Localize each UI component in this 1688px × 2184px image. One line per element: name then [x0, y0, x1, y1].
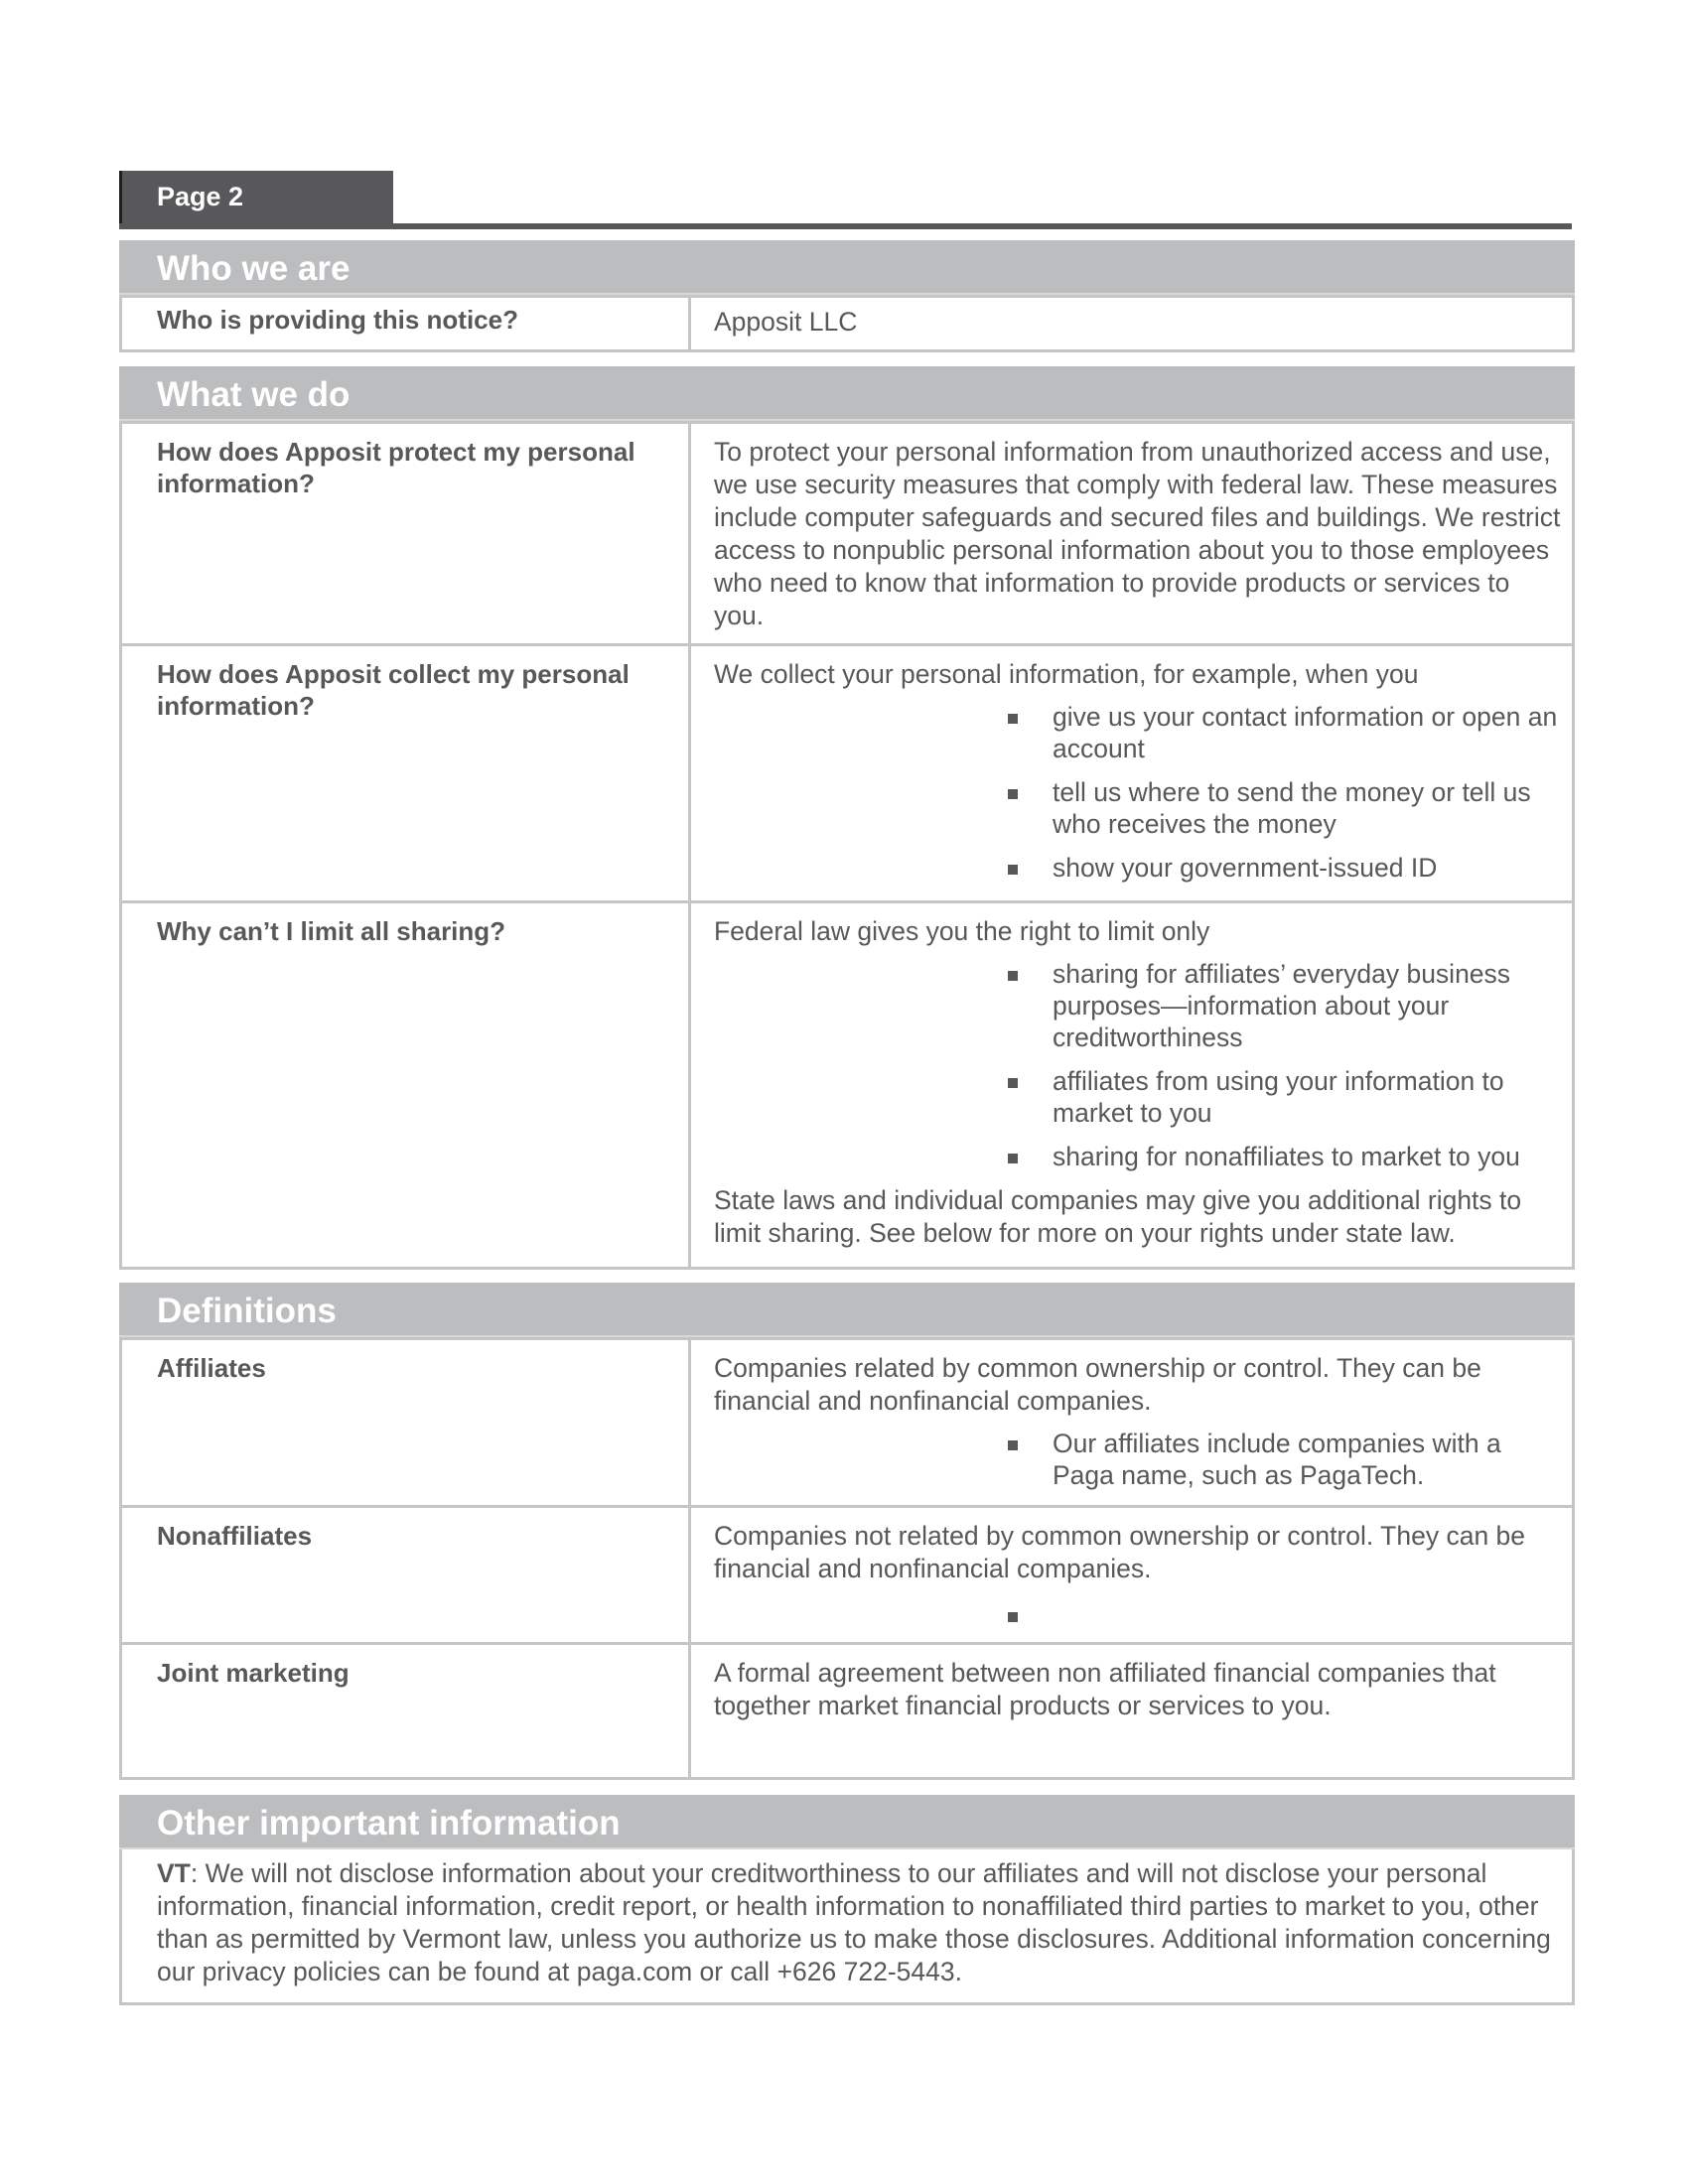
section-other-important-information [119, 1795, 1575, 2005]
bullet-list [714, 701, 1564, 884]
section-what-we-do [119, 366, 1575, 1270]
question-cell: How does Apposit collect my personal information? [122, 646, 691, 900]
term-cell: Nonaffiliates [122, 1508, 691, 1642]
bullet-list [714, 1599, 1564, 1631]
list-item [1008, 776, 1564, 840]
square-bullet-icon [1008, 971, 1018, 981]
definition-text: A formal agreement between non affiliated financial companies that together market financial products or services to you. [714, 1658, 1496, 1720]
definition-text: Companies not related by common ownership or control. They can be financial and nonfinancial companies. [714, 1521, 1526, 1583]
table-row [122, 421, 1572, 643]
answer-cell [691, 424, 1572, 643]
square-bullet-icon [1008, 789, 1018, 799]
term-cell: Affiliates [122, 1340, 691, 1505]
section-title: Who we are [119, 240, 1575, 295]
list-item [1008, 1599, 1564, 1631]
answer-cell [691, 646, 1572, 900]
square-bullet-icon [1008, 1440, 1018, 1450]
table-row [122, 1337, 1572, 1505]
answer-cell [691, 903, 1572, 1270]
list-item-text: sharing for nonaffiliates to market to you [1053, 1142, 1520, 1171]
section-title: What we do [119, 366, 1575, 421]
other-info-paragraph [122, 1849, 1572, 2000]
header-rule [119, 223, 1572, 229]
state-label: VT [157, 1858, 191, 1888]
list-item-text: affiliates from using your information to market to you [1053, 1066, 1504, 1128]
list-item [1008, 701, 1564, 764]
list-item-text: give us your contact information or open an account [1053, 702, 1558, 763]
table-row [122, 900, 1572, 1270]
list-item [1008, 1065, 1564, 1129]
question-cell: Why can’t I limit all sharing? [122, 903, 691, 1270]
definition-cell [691, 1508, 1572, 1642]
term-cell: Joint marketing [122, 1645, 691, 1778]
section-who-we-are [119, 240, 1575, 352]
section-definitions [119, 1283, 1575, 1780]
table-row [122, 1642, 1572, 1778]
list-item [1008, 852, 1564, 884]
other-info-text: : We will not disclose information about your creditworthiness to our affiliates and will not disclose your personal information, financial information, credit report, or health information to nonaffiliated third parties to market to you, other than as permitted by Vermont law, unless you authorize us to make those disclosures. Additional information concerning our privacy policies can be found at paga.com or call +626 722-5443. [157, 1858, 1551, 1986]
page-tab-label: Page 2 [157, 182, 244, 211]
answer-cell: Apposit LLC [714, 307, 858, 337]
question-cell: Who is providing this notice? [122, 298, 691, 350]
table-row [122, 1505, 1572, 1642]
section-title: Definitions [119, 1283, 1575, 1337]
table-row [122, 643, 1572, 900]
list-item-text: show your government-issued ID [1053, 853, 1438, 883]
list-item [1008, 1141, 1564, 1172]
square-bullet-icon [1008, 1154, 1018, 1163]
square-bullet-icon [1008, 1612, 1018, 1622]
list-item-text [1053, 1600, 1059, 1630]
answer-text: To protect your personal information from unauthorized access and use, we use security measures that comply with federal law. These measures include computer safeguards and secured files and buildings. We restrict access to nonpublic personal information about you to those employees who need to know that information to provide products or services to you. [714, 437, 1561, 630]
answer-footer-text: State laws and individual companies may give you additional rights to limit sharing. See below for more on your rights under state law. [714, 1185, 1522, 1248]
bullet-list [714, 958, 1564, 1172]
definition-text: Companies related by common ownership or control. They can be financial and nonfinancial companies. [714, 1353, 1481, 1416]
list-item [1008, 958, 1564, 1053]
list-item-text: Our affiliates include companies with a Paga name, such as PagaTech. [1053, 1429, 1501, 1490]
definition-cell [691, 1340, 1572, 1505]
question-cell: How does Apposit protect my personal information? [122, 424, 691, 643]
answer-text: Federal law gives you the right to limit only [714, 916, 1210, 946]
list-item-text: sharing for affiliates’ everyday business purposes—information about your creditworthiness [1053, 959, 1511, 1052]
section-title: Other important information [119, 1795, 1575, 1849]
square-bullet-icon [1008, 865, 1018, 875]
bullet-list [714, 1428, 1564, 1491]
square-bullet-icon [1008, 714, 1018, 724]
page-tab [119, 171, 393, 224]
list-item [1008, 1428, 1564, 1491]
square-bullet-icon [1008, 1078, 1018, 1088]
table-row [122, 295, 1572, 350]
definition-cell [691, 1645, 1572, 1778]
list-item-text: tell us where to send the money or tell us who receives the money [1053, 777, 1531, 839]
answer-text: We collect your personal information, for example, when you [714, 659, 1419, 689]
